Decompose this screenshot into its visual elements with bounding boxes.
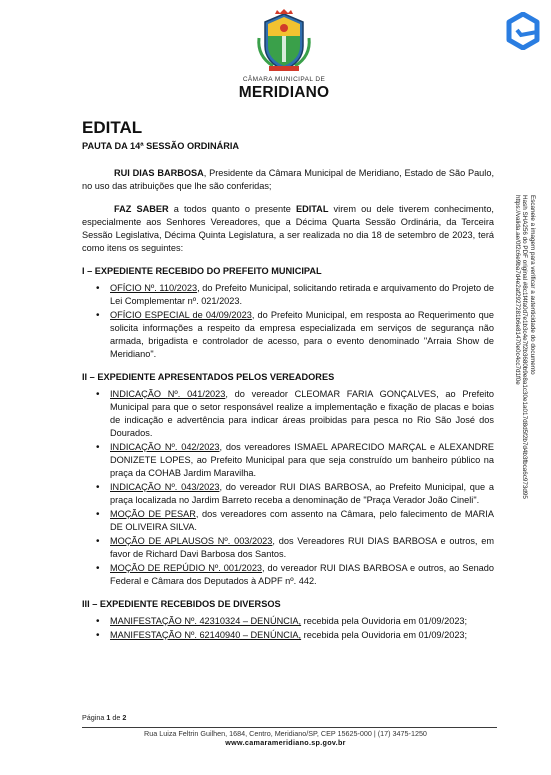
- org-name: MERIDIANO: [238, 84, 330, 101]
- item-text: , dos vereadores com assento na Câmara, pelo falecimento de MARIA DE OLIVEIRA SILVA.: [110, 509, 494, 532]
- page-current: 1: [106, 713, 111, 722]
- intro-text: , Presidente da Câmara Municipal de Meridiano, Estado de São Paulo, no uso das atribuições que lhe são conferidas;: [82, 168, 494, 191]
- document-title: EDITAL: [82, 118, 143, 137]
- item-text: recebida pela Ouvidoria em 01/09/2023;: [301, 616, 468, 626]
- section-1-list: [82, 282, 494, 361]
- page-total: 2: [122, 713, 127, 722]
- list-item: [110, 309, 494, 361]
- verification-line-2: Hash SHA256 do PDF original #8c1f4fa0d7e1b3c4e7f2b3680b9e8a1c30e1a017d8d5f2b7d4b3fbca6c973d95: [521, 195, 529, 499]
- item-reference: MOÇÃO DE PESAR: [110, 509, 196, 519]
- list-item: [110, 508, 494, 534]
- municipal-crest-logo: [255, 8, 313, 74]
- section-2-list: [82, 388, 494, 588]
- verification-side-text: [513, 195, 536, 499]
- list-item: [110, 481, 494, 507]
- footer-address: Rua Luiza Feltrin Guilhen, 1684, Centro, Meridiano/SP, CEP 15625-000 | (17) 3475-1250: [144, 729, 427, 738]
- page-prefix: Página: [82, 713, 107, 722]
- list-item: [110, 562, 494, 588]
- intro-paragraph: [82, 167, 494, 193]
- item-text: , do vereador CLEOMAR FARIA GONÇALVES, ao Prefeito Municipal para que o setor responsável realize a implementação e fixação de placas e boias de indicação e advertência para indicar áreas proibidas para pesca no Rio São José dos Dourados.: [110, 389, 495, 438]
- list-item: [110, 282, 494, 308]
- announcement-text-b: virem ou dele tiverem conhecimento, especialmente aos Senhores Vereadores, que a Décima Quarta Sessão Ordinária, da Terceira Sessão Legislativa, Décima Quinta Legislatura, a ser realizada no dia 18 de setembro de 2023, terá como itens os seguintes:: [82, 204, 494, 253]
- page-mid: de: [110, 713, 123, 722]
- item-text: , dos vereadores ISMAEL APARECIDO MARÇAL e ALEXANDRE DONIZETE LOPES, ao Prefeito Municipal para que seja construído um banheiro público na praça da COHAB Jardim Maravilha.: [110, 442, 495, 478]
- item-reference: MOÇÃO DE APLAUSOS Nº. 003/2023: [110, 536, 273, 546]
- item-reference: MANIFESTAÇÃO Nº. 62140940 – DENÚNCIA,: [110, 630, 302, 640]
- announcement-paragraph: [82, 203, 494, 255]
- org-label-small: CÂMARA MUNICIPAL DE: [242, 76, 326, 83]
- item-text: , do Prefeito Municipal, solicitando retirada e arquivamento do Projeto de Lei Complementar nº. 021/2023.: [110, 283, 494, 306]
- list-item: [110, 441, 494, 480]
- verification-line-1: Escaneie a imagem para verificar a autenticidade do documento: [529, 195, 536, 375]
- footer-website-link[interactable]: www.camarameridiano.sp.gov.br: [225, 738, 346, 747]
- item-text: , do vereador RUI DIAS BARBOSA, ao Prefeito Municipal, que a praça localizada no Jardim Barreto receba a denominação de "Praça Verador João Cineli".: [110, 482, 495, 505]
- item-reference: INDICAÇÃO Nº. 043/2023: [110, 482, 220, 492]
- item-reference: MOÇÃO DE REPÚDIO Nº. 001/2023: [110, 563, 263, 573]
- section-3-list: [82, 615, 494, 642]
- announcement-text-a: a todos quanto o presente: [168, 204, 296, 214]
- verification-badge-icon[interactable]: [506, 12, 540, 50]
- list-item: [110, 629, 494, 642]
- item-reference: INDICAÇÃO Nº. 041/2023: [110, 389, 226, 399]
- item-text: , do vereador RUI DIAS BARBOSA e outros, ao Senado Federal e Câmara dos Deputados à ADPF nº. 442.: [110, 563, 495, 586]
- document-body: [82, 118, 494, 648]
- item-text: recebida pela Ouvidoria em 01/09/2023;: [301, 630, 468, 640]
- verification-line-3[interactable]: https://valida.ae/0f2c6e9ba7d4e2af2927281b6e81470e0c4cc7d1f0e: [513, 195, 521, 385]
- item-text: , dos Vereadores RUI DIAS BARBOSA e outros, em favor de Richard Davi Barbosa dos Santos.: [110, 536, 494, 559]
- footer-divider: [82, 727, 497, 728]
- list-item: [110, 535, 494, 561]
- item-reference: OFÍCIO ESPECIAL de 04/09/2023: [110, 310, 252, 320]
- item-text: , do Prefeito Municipal, em resposta ao Requerimento que solicita informações a respeito da empresa especializada em serviços de segurança não armada, brigadista e controlador de acesso, para o evento denominado "Arraia Show de Meridiano".: [110, 310, 494, 359]
- item-reference: MANIFESTAÇÃO Nº. 42310324 – DENÚNCIA,: [110, 616, 302, 626]
- section-heading-3: III – EXPEDIENTE RECEBIDOS DE DIVERSOS: [82, 599, 281, 609]
- list-item: [110, 615, 494, 628]
- section-heading-2: II – EXPEDIENTE APRESENTADOS PELOS VEREADORES: [82, 372, 335, 382]
- item-reference: INDICAÇÃO Nº. 042/2023: [110, 442, 220, 452]
- item-reference: OFÍCIO Nº. 110/2023: [110, 283, 198, 293]
- president-name: RUI DIAS BARBOSA: [114, 168, 204, 178]
- page-number: [82, 713, 126, 722]
- section-heading-1: I – EXPEDIENTE RECEBIDO DO PREFEITO MUNICIPAL: [82, 266, 322, 276]
- list-item: [110, 388, 494, 440]
- edital-label: EDITAL: [295, 204, 329, 214]
- document-subtitle: PAUTA DA 14ª SESSÃO ORDINÁRIA: [82, 141, 240, 151]
- faz-saber-label: FAZ SABER: [114, 204, 169, 214]
